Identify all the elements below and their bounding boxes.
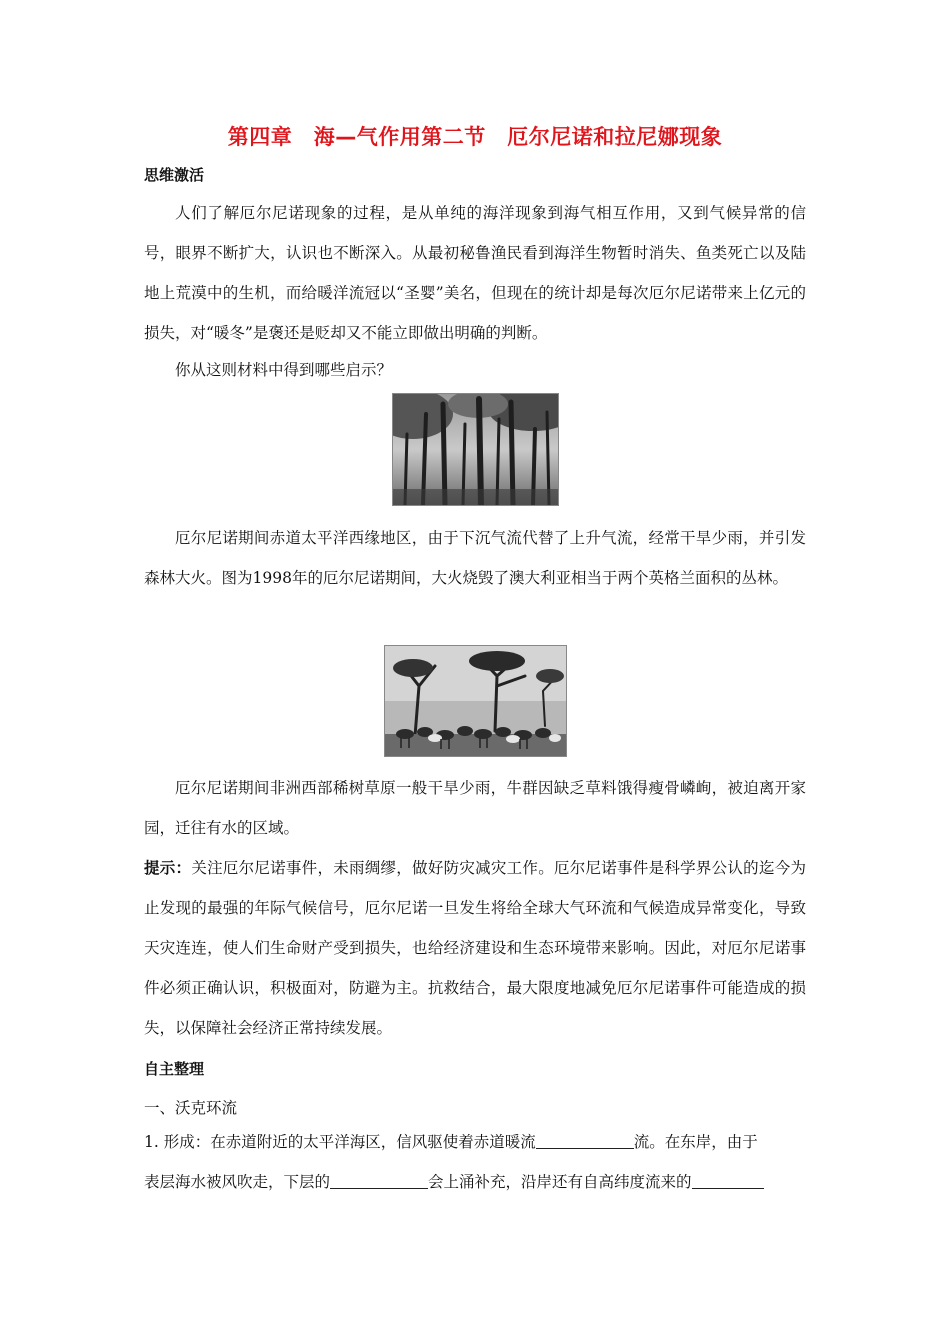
figure2-caption: 厄尔尼诺期间非洲西部稀树草原一般干旱少雨，牛群因缺乏草料饿得瘦骨嶙峋，被迫离开家园，迁往有水的区域。 bbox=[144, 779, 806, 837]
forest-fire-image bbox=[393, 394, 558, 505]
intro-paragraph: 人们了解厄尔尼诺现象的过程，是从单纯的海洋现象到海气相互作用，又到气候异常的信号，眼界不断扩大，认识也不断深入。从最初秘鲁渔民看到海洋生物暂时消失、鱼类死亡以及陆地上荒漠中的生机，而给暖洋流冠以“圣婴”美名，但现在的统计却是每次厄尔尼诺带来上亿元的损失，对“暖冬”是褒还是贬却又不能立即做出明确的判断。 bbox=[144, 204, 806, 342]
blank-field-2[interactable] bbox=[330, 1171, 428, 1189]
item1-text-a: 1. 形成：在赤道附近的太平洋海区，信风驱使着赤道暖流 bbox=[144, 1133, 536, 1151]
savanna-cattle-image bbox=[385, 646, 566, 756]
hint-text: 关注厄尔尼诺事件，未雨绸缪，做好防灾减灾工作。厄尔尼诺事件是科学界公认的迄今为止发现的最强的年际气候信号，厄尔尼诺一旦发生将给全球大气环流和气候造成异常变化，导致天灾连连，使人们生命财产受到损失，也给经济建设和生态环境带来影响。因此，对厄尔尼诺事件必须正确认识，积极面对，防避为主。抗救结合，最大限度地减免厄尔尼诺事件可能造成的损失，以保障社会经济正常持续发展。 bbox=[144, 859, 806, 1037]
blank-field-3[interactable] bbox=[692, 1171, 764, 1189]
hint-label: 提示： bbox=[144, 859, 192, 877]
item1-text-d: 会上涌补充，沿岸还有自高纬度流来的 bbox=[428, 1173, 692, 1191]
figure1-caption: 厄尔尼诺期间赤道太平洋西缘地区，由于下沉气流代替了上升气流，经常干旱少雨，并引发森林大火。图为1998年的厄尔尼诺期间，大火烧毁了澳大利亚相当于两个英格兰面积的丛林。 bbox=[144, 529, 806, 587]
hint-paragraph bbox=[144, 848, 806, 1048]
forest-fire-photo bbox=[392, 393, 559, 506]
savanna-cattle-photo bbox=[384, 645, 567, 757]
item1-line2 bbox=[144, 1170, 764, 1192]
item1-text-b: 流。在东岸，由于 bbox=[633, 1133, 758, 1151]
page-title: 第四章 海—气作用第二节 厄尔尼诺和拉尼娜现象 bbox=[227, 125, 723, 149]
section-heading-thinking: 思维激活 bbox=[144, 166, 205, 184]
blank-field-1[interactable] bbox=[536, 1131, 634, 1149]
question-text: 你从这则材料中得到哪些启示？ bbox=[175, 361, 393, 379]
subheading-walker-circulation: 一、沃克环流 bbox=[144, 1099, 238, 1117]
section-heading-self-study: 自主整理 bbox=[144, 1060, 205, 1078]
item1-line1 bbox=[144, 1130, 758, 1152]
item1-text-c: 表层海水被风吹走，下层的 bbox=[144, 1173, 331, 1191]
